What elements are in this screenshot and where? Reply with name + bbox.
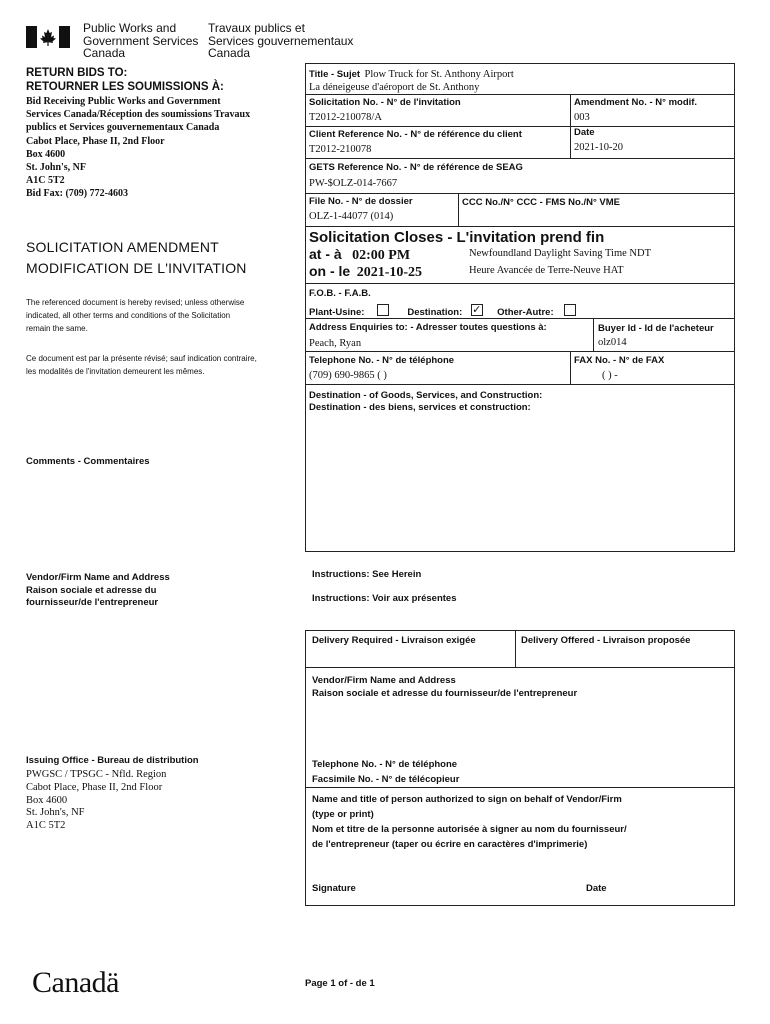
telephone-label: Telephone No. - N° de téléphone — [309, 355, 455, 366]
signature-label: Signature — [312, 883, 356, 894]
buyer-id-label: Buyer Id - Id de l'acheteur — [598, 323, 714, 334]
closing-date: on - le 2021-10-25 — [309, 263, 423, 280]
fob-options: Plant-Usine: Destination: ✓ Other-Autre: — [309, 302, 576, 320]
amendment-note-en: The referenced document is hereby revised; unless otherwise indicated, all other terms and conditions of the Solicitation remain the same. — [26, 298, 245, 333]
timezone-fr: Heure Avancée de Terre-Neuve HAT — [469, 265, 624, 276]
file-no-value: OLZ-1-44077 (014) — [309, 211, 394, 222]
instructions-fr: Instructions: Voir aux présentes — [312, 593, 457, 604]
amendment-note-fr: Ce document est par la présente révisé; sauf indication contraire, les modalités de l'invitation demeurent les mêmes. — [26, 354, 257, 376]
gets-ref-value: PW-$OLZ-014-7667 — [309, 178, 398, 189]
return-bids-address: Bid Receiving Public Works and Government Services Canada/Réception des soumissions Travaux publics et Services gouvernementaux Canada Cabot Place, Phase II, 2nd Floor Box 4600 St. John's, NF A1C 5T2 Bid Fax: (709) 772-4603 — [26, 96, 251, 200]
date-label: Date — [574, 127, 595, 138]
vendor-name-address-label: Vendor/Firm Name and Address Raison sociale et adresse du fournisseur/de l'entrepreneur — [312, 675, 578, 699]
date-value: 2021-10-20 — [574, 142, 623, 153]
client-ref-value: T2012-210078 — [309, 144, 372, 155]
vendor-phone-label: Telephone No. - N° de téléphone — [312, 759, 458, 770]
buyer-id-value: olz014 — [598, 337, 627, 348]
delivery-offered-label: Delivery Offered - Livraison proposée — [521, 635, 691, 646]
vendor-left-label: Vendor/Firm Name and Address Raison sociale et adresse du fournisseur/de l'entrepreneur — [26, 572, 170, 608]
fax-value: ( ) - — [602, 370, 618, 381]
address-enquiries-label: Address Enquiries to: - Adresser toutes questions à: — [309, 322, 547, 333]
closing-time: at - à 02:00 PM — [309, 246, 411, 263]
timezone-en: Newfoundland Daylight Saving Time NDT — [469, 248, 651, 259]
solicitation-no-label: Solicitation No. - N° de l'invitation — [309, 97, 461, 108]
address-enquiries-value: Peach, Ryan — [309, 338, 362, 349]
signature-date-label: Date — [586, 883, 607, 894]
title-field: Title - Sujet Plow Truck for St. Anthony Airport La déneigeuse d'aéroport de St. Anthony — [309, 69, 514, 93]
amendment-no-value: 003 — [574, 112, 590, 123]
client-ref-label: Client Reference No. - N° de référence du client — [309, 129, 522, 140]
department-name-fr: Travaux publics et Services gouvernementaux Canada — [208, 21, 354, 60]
title-value: Plow Truck for St. Anthony Airport — [364, 69, 514, 80]
amendment-title: SOLICITATION AMENDMENT MODIFICATION DE L'INVITATION — [26, 239, 247, 276]
closing-date-value: 2021-10-25 — [356, 265, 423, 280]
issuing-office-address: PWGSC / TPSGC - Nfld. Region Cabot Place, Phase II, 2nd Floor Box 4600 St. John's, NF A1C 5T2 — [26, 769, 167, 832]
title-value-fr: La déneigeuse d'aéroport de St. Anthony — [309, 82, 480, 93]
telephone-value: (709) 690-9865 ( ) — [309, 370, 387, 381]
issuing-office-label: Issuing Office - Bureau de distribution — [26, 755, 199, 766]
canada-wordmark: Canadä — [32, 966, 119, 999]
return-bids-title: RETURN BIDS TO: RETOURNER LES SOUMISSIONS À: — [26, 67, 224, 93]
comments-label: Comments - Commentaires — [26, 456, 150, 467]
department-name-en: Public Works and Government Services Canada — [83, 21, 199, 60]
fob-label: F.O.B. - F.A.B. — [309, 288, 371, 299]
instructions-en: Instructions: See Herein — [312, 569, 422, 580]
delivery-required-label: Delivery Required - Livraison exigée — [312, 635, 476, 646]
ccc-no-label: CCC No./N° CCC - FMS No./N° VME — [462, 197, 621, 208]
plant-usine-checkbox[interactable] — [377, 304, 389, 316]
destination-checkbox[interactable]: ✓ — [472, 303, 482, 316]
destination-goods-label: Destination - of Goods, Services, and Construction: Destination - des biens, services et construction: — [309, 390, 543, 413]
closing-time-value: 02:00 PM — [352, 248, 411, 263]
other-autre-checkbox[interactable] — [564, 304, 576, 316]
solicitation-closes-title: Solicitation Closes - L'invitation prend fin — [309, 229, 605, 246]
authorized-person-label: Name and title of person authorized to sign on behalf of Vendor/Firm (type or print) Nom et titre de la personne autorisée à signer au nom du fournisseur/ de l'entrepreneur (taper ou écrire en caractères d'imprimerie) — [312, 794, 627, 850]
amendment-no-label: Amendment No. - N° modif. — [574, 97, 698, 108]
file-no-label: File No. - N° de dossier — [309, 196, 413, 207]
canada-flag-icon — [26, 26, 70, 48]
fax-label: FAX No. - N° de FAX — [574, 355, 665, 366]
page-number: Page 1 of - de 1 — [305, 978, 375, 989]
solicitation-no-value: T2012-210078/A — [309, 112, 382, 123]
gets-ref-label: GETS Reference No. - N° de référence de SEAG — [309, 162, 523, 173]
vendor-fax-label: Facsimile No. - N° de télécopieur — [312, 774, 460, 785]
